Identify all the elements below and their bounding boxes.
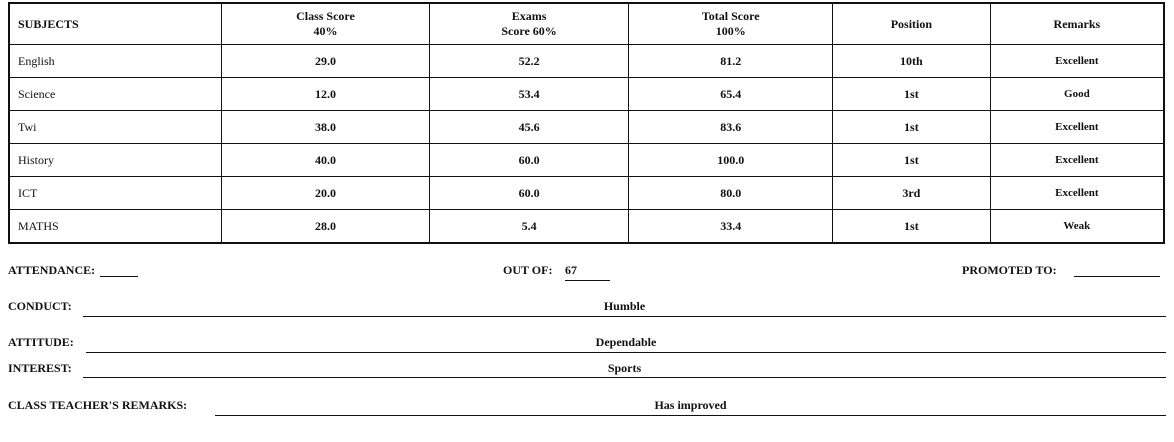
table-row	[9, 45, 1164, 78]
header-row	[9, 3, 1164, 45]
cell-position: 1st	[833, 210, 991, 244]
header-exams-score: Exams Score 60%	[429, 3, 629, 45]
table-row	[9, 144, 1164, 177]
cell-total-score: 100.0	[629, 144, 833, 177]
cell-total-score: 65.4	[629, 78, 833, 111]
cell-class-score: 28.0	[222, 210, 430, 244]
cell-position: 1st	[833, 144, 991, 177]
cell-subject: History	[9, 144, 222, 177]
cell-exams-score: 52.2	[429, 45, 629, 78]
conduct-label: CONDUCT:	[8, 299, 72, 313]
cell-exams-score: 5.4	[429, 210, 629, 244]
out-of-line	[565, 280, 610, 281]
promoted-to-label: PROMOTED TO:	[962, 263, 1057, 277]
header-position: Position	[833, 3, 991, 45]
teacher-remarks-value: Has improved	[654, 398, 727, 412]
cell-position: 1st	[833, 78, 991, 111]
cell-subject: Twi	[9, 111, 222, 144]
teacher-remarks-line	[215, 415, 1166, 416]
scores-table	[8, 2, 1165, 244]
table-row	[9, 78, 1164, 111]
cell-remarks: Excellent	[990, 45, 1164, 78]
header-remarks: Remarks	[990, 3, 1164, 45]
table-row	[9, 210, 1164, 244]
attendance-label: ATTENDANCE:	[8, 263, 96, 277]
cell-class-score: 20.0	[222, 177, 430, 210]
cell-class-score: 12.0	[222, 78, 430, 111]
cell-position: 10th	[833, 45, 991, 78]
attitude-line	[86, 352, 1166, 353]
conduct-value: Humble	[603, 299, 646, 313]
interest-line	[83, 377, 1166, 378]
cell-total-score: 83.6	[629, 111, 833, 144]
cell-subject: MATHS	[9, 210, 222, 244]
cell-class-score: 40.0	[222, 144, 430, 177]
cell-remarks: Good	[990, 78, 1164, 111]
cell-total-score: 81.2	[629, 45, 833, 78]
promoted-to-line	[1074, 276, 1160, 277]
table-row	[9, 111, 1164, 144]
cell-subject: ICT	[9, 177, 222, 210]
header-subjects: SUBJECTS	[9, 3, 222, 45]
cell-exams-score: 45.6	[429, 111, 629, 144]
cell-exams-score: 60.0	[429, 144, 629, 177]
cell-total-score: 80.0	[629, 177, 833, 210]
cell-total-score: 33.4	[629, 210, 833, 244]
header-total-score: Total Score 100%	[629, 3, 833, 45]
cell-class-score: 29.0	[222, 45, 430, 78]
header-class-score: Class Score 40%	[222, 3, 430, 45]
cell-remarks: Excellent	[990, 144, 1164, 177]
cell-subject: English	[9, 45, 222, 78]
cell-remarks: Weak	[990, 210, 1164, 244]
cell-position: 3rd	[833, 177, 991, 210]
cell-class-score: 38.0	[222, 111, 430, 144]
cell-subject: Science	[9, 78, 222, 111]
conduct-line	[83, 316, 1166, 317]
cell-exams-score: 60.0	[429, 177, 629, 210]
out-of-label: OUT OF:	[503, 263, 553, 277]
cell-remarks: Excellent	[990, 177, 1164, 210]
out-of-value: 67	[565, 263, 577, 277]
interest-value: Sports	[607, 361, 642, 375]
teacher-remarks-label: CLASS TEACHER'S REMARKS:	[8, 398, 188, 412]
cell-remarks: Excellent	[990, 111, 1164, 144]
attitude-value: Dependable	[595, 335, 657, 349]
cell-position: 1st	[833, 111, 991, 144]
attitude-label: ATTITUDE:	[8, 335, 74, 349]
interest-label: INTEREST:	[8, 361, 72, 375]
attendance-line	[100, 276, 138, 277]
table-row	[9, 177, 1164, 210]
cell-exams-score: 53.4	[429, 78, 629, 111]
